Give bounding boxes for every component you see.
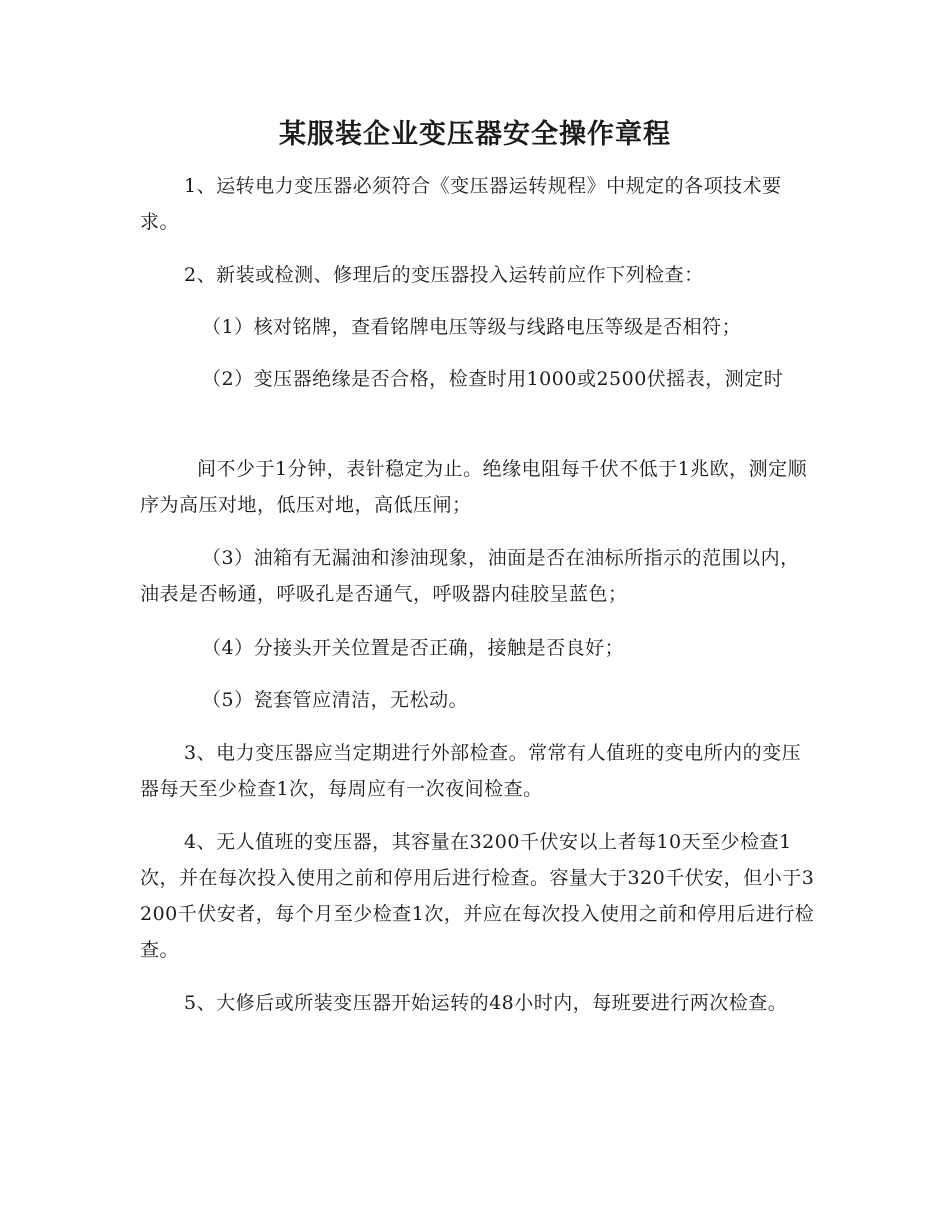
sub-item-2-continued: 间不少于1分钟，表针稳定为止。绝缘电阻每千伏不低于1兆欧，测定顺序为高压对地，低压对地，高低压闸； (140, 458, 808, 516)
paragraph-2: 2、新装或检测、修理后的变压器投入运转前应作下列检查： (184, 264, 704, 286)
sub-item-3: （3）油箱有无漏油和渗油现象，油面是否在油标所指示的范围以内，油表是否畅通，呼吸孔是否通气，呼吸器内硅胶呈蓝色； (140, 547, 800, 605)
sub-item-4: （4）分接头开关位置是否正确，接触是否良好； (202, 637, 625, 659)
paragraph-1: 1、运转电力变压器必须符合《变压器运转规程》中规定的各项技术要求。 (140, 175, 782, 233)
paragraph-3: 3、电力变压器应当定期进行外部检查。常常有人值班的变电所内的变压器每天至少检查1次，每周应有一次夜间检查。 (140, 742, 802, 800)
paragraph-4: 4、无人值班的变压器，其容量在3200千伏安以上者每10天至少检查1次，并在每次投入使用之前和停用后进行检查。容量大于320千伏安，但小于3200千伏安者，每个月至少检查1次，并应在每次投入使用之前和停用后进行检查。 (140, 831, 815, 961)
sub-item-1: （1）核对铭牌，查看铭牌电压等级与线路电压等级是否相符； (202, 316, 742, 338)
paragraph-5: 5、大修后或所装变压器开始运转的48小时内，每班要进行两次检查。 (184, 992, 788, 1014)
document-title: 某服装企业变压器安全操作章程 (279, 119, 671, 150)
sub-item-5: （5）瓷套管应清洁，无松动。 (202, 689, 469, 711)
sub-item-2: （2）变压器绝缘是否合格，检查时用1000或2500伏摇表，测定时 (202, 368, 784, 390)
